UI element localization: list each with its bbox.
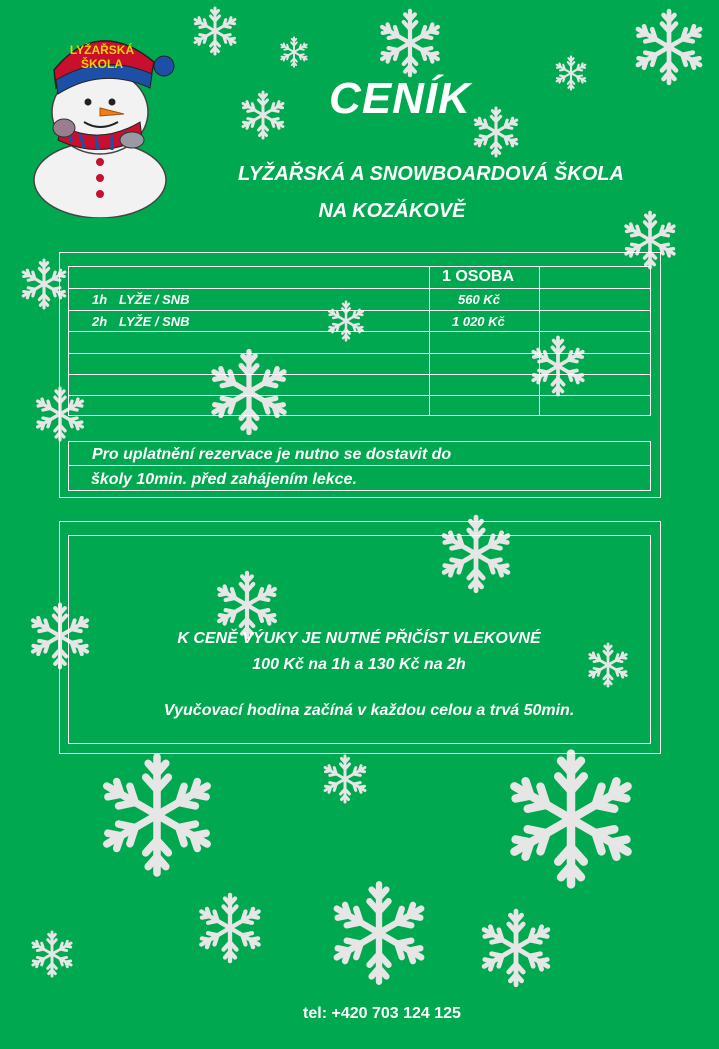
page-title: CENÍK <box>329 74 471 123</box>
school-name-line2: NA KOZÁKOVĚ <box>318 200 466 222</box>
row-duration: 2h <box>92 314 108 329</box>
snowflake-icon <box>326 880 432 986</box>
reservation-notice-line1: Pro uplatnění rezervace je nutno se dostavit do <box>92 446 452 463</box>
lift-fee-amounts: 100 Kč na 1h a 130 Kč na 2h <box>252 656 466 673</box>
snowflake-icon <box>476 908 556 988</box>
row-duration: 1h <box>92 292 108 307</box>
row-service: LYŽE / SNB <box>119 314 190 329</box>
row-price: 1 020 Kč <box>452 314 505 329</box>
lift-fee-notice: K CENĚ VÝUKY JE NUTNÉ PŘIČÍST VLEKOVNÉ <box>177 630 541 647</box>
snowflake-icon <box>320 754 370 804</box>
row-service: LYŽE / SNB <box>119 292 190 307</box>
snowflake-icon <box>28 930 76 978</box>
reservation-notice <box>92 442 562 492</box>
snowflake-icon <box>194 892 266 964</box>
snowflake-icon <box>190 6 240 56</box>
contact-phone: tel: +420 703 124 125 <box>303 1005 461 1022</box>
hat-text-line1: LYŽAŘSKÁ <box>69 43 135 57</box>
hat-text-line2: ŠKOLA <box>81 57 123 71</box>
reservation-notice-line2: školy 10min. před zahájením lekce. <box>91 471 357 488</box>
row-price: 560 Kč <box>458 292 500 307</box>
snowflake-icon <box>278 36 310 68</box>
price-column-header: 1 OSOBA <box>442 268 515 285</box>
snowflake-icon <box>375 8 445 78</box>
snowflake-icon <box>500 748 642 890</box>
school-name-line1: LYŽAŘSKÁ A SNOWBOARDOVÁ ŠKOLA <box>238 163 624 185</box>
snowflake-icon <box>94 752 220 878</box>
lesson-duration-info: Vyučovací hodina začíná v každou celou a trvá 50min. <box>163 702 575 719</box>
